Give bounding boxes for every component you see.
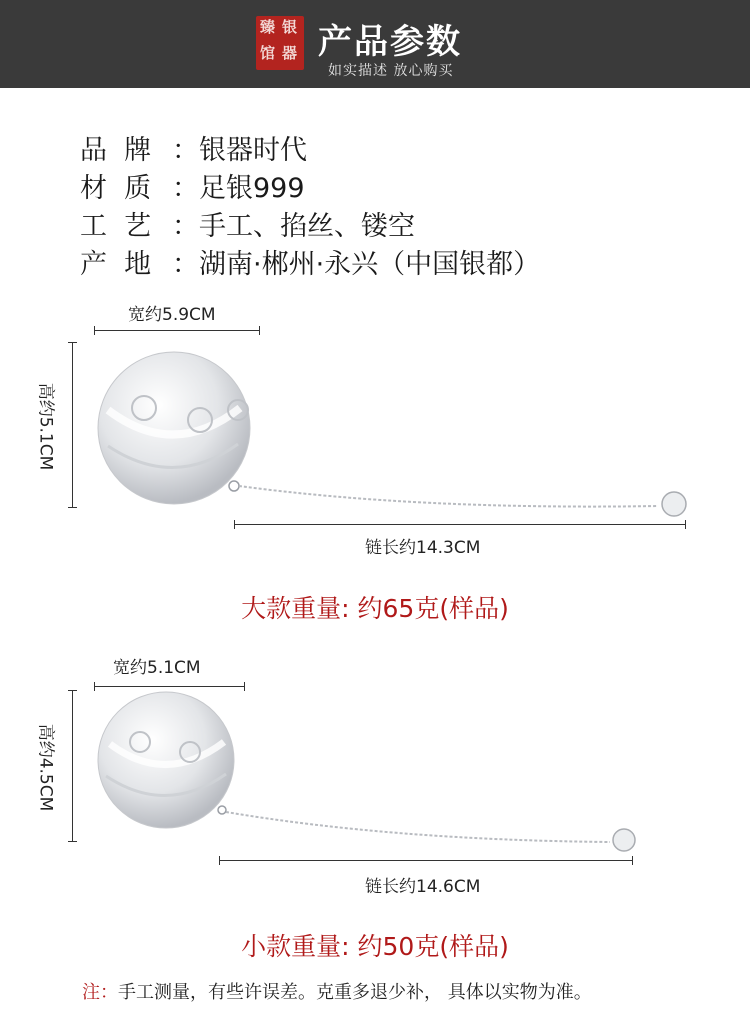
header-subtitle: 如实描述 放心购买	[328, 63, 454, 79]
small-chain-line	[219, 860, 633, 861]
spec-value: 足银999	[199, 173, 305, 204]
small-chain-label: 链长约14.6CM	[365, 877, 481, 897]
seal-logo	[256, 16, 304, 70]
header-banner	[0, 0, 750, 88]
small-width-line	[94, 686, 245, 687]
spec-label: 牌	[124, 135, 152, 166]
footnote-prefix: 注：	[82, 982, 118, 1003]
footnote-text: 手工测量，有些许误差。克重多退少补， 具体以实物为准。	[118, 982, 592, 1003]
small-height-line	[72, 690, 73, 842]
large-chain-label: 链长约14.3CM	[365, 538, 481, 558]
small-width-label: 宽约5.1CM	[113, 658, 201, 678]
spec-label: 艺	[124, 211, 152, 242]
seal-char: 馆	[260, 44, 276, 62]
small-weight: 小款重量: 约50克(样品)	[241, 932, 509, 961]
spec-value: 银器时代	[199, 135, 307, 166]
large-weight: 大款重量: 约65克(样品)	[241, 594, 509, 623]
large-height-label: 高约5.1CM	[35, 382, 56, 471]
large-ball-image	[88, 350, 700, 530]
large-height-line	[72, 342, 73, 508]
large-chain-line	[234, 524, 686, 525]
spec-value: 手工、掐丝、镂空	[199, 211, 415, 242]
spec-row-origin: 产 地 ：湖南·郴州·永兴（中国银都）	[80, 242, 540, 281]
spec-label: 工	[80, 211, 107, 242]
spec-value: 湖南·郴州·永兴（中国银都）	[199, 249, 541, 280]
seal-char: 臻	[260, 18, 276, 36]
small-ball-image	[92, 690, 652, 860]
spec-row-craft: 工 艺 ：手工、掐丝、镂空	[80, 204, 415, 243]
large-width-line	[94, 330, 260, 331]
spec-label: 品	[80, 135, 107, 166]
large-width-label: 宽约5.9CM	[128, 305, 216, 325]
spec-row-brand: 品 牌 ：银器时代	[80, 128, 307, 167]
spec-label: 材	[80, 173, 107, 204]
small-height-label: 高约4.5CM	[35, 723, 56, 812]
spec-label: 产	[80, 249, 107, 280]
spec-row-material: 材 质 ：足银999	[80, 166, 305, 205]
spec-label: 地	[124, 249, 152, 280]
header-title: 产品参数	[318, 22, 462, 62]
seal-char: 银	[282, 18, 298, 36]
spec-label: 质	[124, 173, 152, 204]
seal-char: 器	[282, 44, 298, 62]
footnote	[82, 978, 592, 1004]
